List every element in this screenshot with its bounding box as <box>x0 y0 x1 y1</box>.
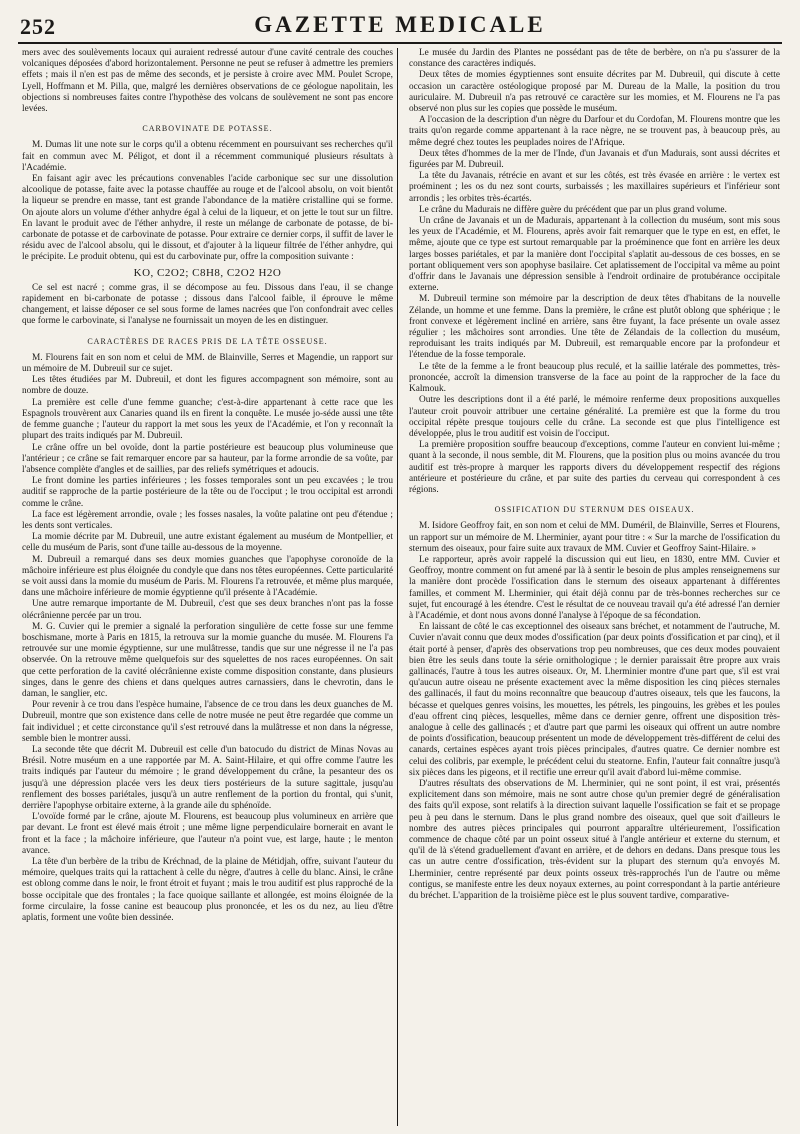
section-heading: OSSIFICATION DU STERNUM DES OISEAUX. <box>494 505 695 515</box>
paragraph: Pour revenir à ce trou dans l'espèce humaine, l'absence de ce trou dans les deux guanches de M. Dubreuil, montre que son existence dans celle de notre musée ne peut être regardée que comme un fait individuel ; et cette circonstance qu'il s'est retrouvé dans la mulâtresse et non dans la négresse, semble bien le montrer aussi. <box>22 700 393 744</box>
journal-title: GAZETTE MEDICALE <box>254 12 546 37</box>
paragraph: A l'occasion de la description d'un nègre du Darfour et du Cordofan, M. Flourens montre que les traits qu'on regarde comme appartenant à la race nègre, ne se trouvent pas, à beaucoup près, au même degré chez toutes les peuplades noires de l'Afrique. <box>409 115 780 148</box>
paragraph: La première proposition souffre beaucoup d'exceptions, comme l'auteur en convient lui-même ; quant à la seconde, il nous semble, dit M. Flourens, que la position plus ou moins avancée du trou auditif est très-propre à marquer les rapports divers du développement respectif des régions antérieure et postérieure du crâne, et par suite des parties du cerveau qui correspondent à ces régions. <box>409 440 780 495</box>
paragraph: Outre les descriptions dont il a été parlé, le mémoire renferme deux propositions auxquelles l'auteur croit pouvoir attribuer une certaine généralité. La première est que la forme du trou occipital répète presque toujours celle du crâne. La seconde est que plus l'intelligence est développée, plus le trou auditif est voisin de l'occiput. <box>409 395 780 439</box>
paragraph: La tête du Javanais, rétrécie en avant et sur les côtés, est très évasée en arrière : le vertex est proéminent ; les os du nez sont courts, surbaissés ; les maxillaires supérieurs et l'inférieur sont arrondis ; les orbites très-écartés. <box>409 171 780 204</box>
paragraph: Le front domine les parties inférieures ; les fosses temporales sont un peu excavées ; le trou auditif se rapproche de la partie postérieure de la tête ou de l'occiput ; le trou occipital est arrondi comme le crâne. <box>22 476 393 509</box>
paragraph: Deux têtes d'hommes de la mer de l'Inde, d'un Javanais et d'un Madurais, sont aussi décrites et figurées par M. Dubreuil. <box>409 148 780 171</box>
paragraph: D'autres résultats des observations de M. Lherminier, qui ne sont point, il est vrai, présentés explicitement dans son mémoire, mais ne sont autre chose qu'un premier degré de généralisation des faits qu'il expose, sont relatifs à la direction suivant laquelle l'ossification se fait et se propage peu à peu dans le sternum. Dans le plus grand nombre des oiseaux, quel que soit d'ailleurs le nombre des autres pièces principales qui pourront apparaître ultérieurement, l'ossification commence de chaque côté par un point osseux situé à l'angle antérieur et externe du sternum, et qu'il de là s'étend graduellement d'avant en arrière, et de dehors en dedans. Dans presque tous les cas un autre centre d'ossification, très-évident sur la plupart des sternum qu'a envoyés M. Lherminier, centre représenté par deux points osseux très-rapprochés l'un de l'autre ou même contigus, se manifeste entre les deux noyaux externes, au point correspondant à la partie antérieure du bréchet. L'apparition de la troisième pièce est le plus souvent tardive, comparative- <box>409 779 780 902</box>
page-header <box>18 12 782 44</box>
paragraph: La seconde tête que décrit M. Dubreuil est celle d'un batocudo du district de Minas Novas au Brésil. Notre muséum en a une rapportée par M. A. Saint-Hilaire, et qui offre comme l'autre les traits indiqués par l'auteur du mémoire ; le grand développement du crâne, la pesanteur des os jusqu'à une dépression placée vers les deux tiers postérieurs de la suture sagittale, jusqu'au renflement des bosses pariétales, jusqu'à un autre renflement de la portion du frontal, qui s'unit, derrière l'apophyse orbitaire externe, à la grande aile du sphénoïde. <box>22 744 393 811</box>
paragraph: Le crâne du Madurais ne diffère guère du précédent que par un plus grand volume. <box>419 204 727 215</box>
paragraph: L'ovoïde formé par le crâne, ajoute M. Flourens, est beaucoup plus volumineux en arrière que par devant. Le front est élevé mais étroit ; une même ligne perpendiculaire bornerait en avant le front et la face ; la mâchoire inférieure, que l'auteur n'a point vue, est large, haute ; le menton avance. <box>22 812 393 856</box>
paragraph: M. Isidore Geoffroy fait, en son nom et celui de MM. Duméril, de Blainville, Serres et Flourens, un rapport sur un mémoire de M. Lherminier, ayant pour titre : « Sur la marche de l'ossification du sternum des oiseaux, pour faire suite aux travaux de MM. Cuvier et Geoffroy Saint-Hilaire. » <box>409 521 780 554</box>
paragraph: La tête d'un berbère de la tribu de Kréchnad, de la plaine de Métidjah, offre, suivant l'auteur du mémoire, quelques traits qui la rattachent à celle du nègre, d'autres à celle du blanc. Ainsi, le crâne est oblong comme dans le noir, le front étroit et fuyant ; mais le trou auditif est plus rapproché de la bosse occipitale que des frontales ; la face quoique saillante et allongée, est moins éloignée de la forme circulaire, la fosse canine est beaucoup plus prononcée, et les os du nez, au lieu d'être aplatis, forment une voûte bien dessinée. <box>22 857 393 924</box>
paragraph: Une autre remarque importante de M. Dubreuil, c'est que ses deux branches n'ont pas la fosse olécrânienne percée par un trou. <box>22 599 393 621</box>
paragraph: En laissant de côté le cas exceptionnel des oiseaux sans bréchet, et notamment de l'autruche, M. Cuvier n'avait connu que deux modes d'ossification (par deux points d'ossification et par cinq), et il était porté à penser, d'après des observations trop peu nombreuses, que ces deux modes pouvaient bien être les seuls dans toute la série ornithologique ; le dernier paraissait être propre aux vrais gallinacés, l'autre à tous les autres oiseaux. Or, M. Lherminier montre d'une part que, s'il est vrai qu'aucun autre oiseau ne présente exactement avec la même disposition les cinq pièces sternales des gallinacés, il faut du moins reconnaître que beaucoup d'autres oiseaux, tels que les faucons, la bécasse et quelques genres voisins, les mouettes, les pétrels, les pingouins, les grèbes et les poules d'eau offrent cinq pièces, lesquelles, même dans ce dernier genre, offrent une disposition très-analogue à celle des gallinacés ; et d'autre part que parmi les oiseaux qui offrent un autre nombre de points d'ossification, beaucoup présentent un mode de développement très-différent de celui des canards, certaines espèces ayant trois pièces principales, d'autres quatre. Ce dernier nombre est celui des colibris, par exemple, le précédent celui du steatorne. Enfin, l'auteur fait connaître jusqu'à six pièces dans les pigeons, et il rectifie une erreur qu'il avait d'abord lui-même commise. <box>409 622 780 778</box>
paragraph: Les têtes étudiées par M. Dubreuil, et dont les figures accompagnent son mémoire, sont au nombre de douze. <box>22 375 393 397</box>
paragraph: Le tête de la femme a le front beaucoup plus reculé, et la saillie latérale des pommettes, très-prononcée, accroît la dimension transverse de la face au point de la rapprocher de la face du Kalmouk. <box>409 361 780 395</box>
paragraph: M. Dubreuil a remarqué dans ses deux momies guanches que l'apophyse coronoïde de la mâchoire inférieure est plus éloignée du condyle que dans nos têtes européennes. Cette particularité se voit aussi dans la momie du muséum de Paris. M. Flourens l'a retrouvée, et même plus marquée, dans une mâchoire inférieure de momie égyptienne qu'il présente à l'Académie. <box>22 554 393 599</box>
section-heading: CARBOVINATE DE POTASSE. <box>142 124 273 134</box>
paragraph: Deux têtes de momies égyptiennes sont ensuite décrites par M. Dubreuil, qui discute à cette occasion un caractère ostéologique proposé par M. Dureau de la Malle, la position du trou auriculaire. M. Dubreuil n'a pas retrouvé ce caractère sur les momies, et M. Flourens ne l'a pas observé non plus sur les copies que possède le muséum. <box>409 70 780 115</box>
chemical-formula: KO, C2O2; C8H8, C2O2 H2O <box>133 266 282 279</box>
paragraph: M. Flourens fait en son nom et celui de MM. de Blainville, Serres et Magendie, un rapport sur un mémoire de M. Dubreuil sur ce sujet. <box>22 352 393 375</box>
paragraph: M. Dubreuil termine son mémoire par la description de deux têtes d'habitans de la nouvelle Zélande, un homme et une femme. Dans la première, le crâne est plutôt oblong que sphérique ; le front convexe et légèrement incliné en arrière, sans être fuyant, la face présente un ovale assez régulier ; les mâchoires sont arrondies. Une tête de Zélandais de la collection du muséum, reproduisant les traits indiqués par M. Dubreuil, est remarquable encore par la profondeur et l'étendue de la fosse temporale. <box>409 294 780 361</box>
paragraph: Le crâne offre un bel ovoïde, dont la partie postérieure est beaucoup plus volumineuse que l'antérieur ; ce crâne se fait remarquer encore par sa hauteur, par la forme arrondie de sa voûte, par l'absence complète d'angles et de saillies, par des reliefs symétriques et adoucis. <box>22 442 393 475</box>
article-columns <box>22 48 780 1128</box>
paragraph: Le rapporteur, après avoir rappelé la discussion qui eut lieu, en 1830, entre MM. Cuvier et Geoffroy, montre comment on fut amené par là à sentir le besoin de plus amples renseignemens sur la manière dont procède l'ossification dans le sternum des oiseaux appartenant à différentes familles, et comment M. Lherminier, qui était déjà connu par de très-bonnes recherches sur ce sujet, fut encouragé à les étendre. C'est le résultat de ce nouveau travail qu'a été adressé l'an dernier à l'Académie, et dont nous avons donné l'analyse à l'époque de sa fécondation. <box>409 554 780 621</box>
paragraph: Le musée du Jardin des Plantes ne possédant pas de tête de berbère, on n'a pu s'assurer de la constance des caractères indiqués. <box>409 48 780 70</box>
paragraph: Ce sel est nacré ; comme gras, il se décompose au feu. Dissous dans l'eau, il se change rapidement en bi-carbonate de potasse ; dissous dans l'alcool faible, il éprouve le même changement, et laisse déposer ce sel sous forme de lames nacrées que l'on confondrait avec celles que forme le carbovinate, si l'analyse ne fournissait un moyen de les en distinguer. <box>22 282 393 327</box>
page-number: 252 <box>20 14 56 39</box>
paragraph: Un crâne de Javanais et un de Madurais, appartenant à la collection du muséum, sont mis sous les yeux de l'Académie, et M. Flourens, après avoir fait remarquer que le type en est, en effet, le même, ajoute que ce type est surtout remarquable par la proéminence que font en arrière les deux larges bosses pariétales, et par la manière dont l'occipital s'aplatit au-dessous de ces bosses, en se portant obliquement vers son apophyse basilaire. Cet aplatissement de l'occipital va même au point d'offrir dans le Javanais une dépression sensible à l'endroit ordinaire de protubérance occipitale externe. <box>409 216 780 294</box>
left-column <box>22 48 393 1128</box>
section-heading: CARACTÈRES DE RACES PRIS DE LA TÊTE OSSEUSE. <box>87 336 328 346</box>
paragraph: La face est légèrement arrondie, ovale ; les fosses nasales, la voûte palatine ont peu d'étendue ; les dents sont verticales. <box>22 509 393 531</box>
paragraph: M. G. Cuvier qui le premier a signalé la perforation singulière de cette fosse sur une femme boschismane, morte à Paris en 1815, la retrouva sur la momie guanche du musée. M. Flourens l'a retrouvée sur une momie égyptienne, sur une mulâtresse, tandis que sur une négresse il ne l'a pas observée. On la retrouve même quelquefois sur des squelettes de nos races européennes. On sait que cette perforation de la cavité olécrânienne existe comme disposition constante, dans plusieurs singes, dans le genre des chiens et dans quelques autres carnassiers, dans le chevrotin, dans le daman, le sanglier, etc. <box>22 621 393 699</box>
paragraph: La première est celle d'une femme guanche; c'est-à-dire appartenant à cette race que les Espagnols trouvèrent aux Canaries quand ils en firent la conquête. Le musée jo-séde aussi une tête de femme guanche ; l'auteur du rapport la met sous les yeux de l'Académie, et l'on y reconnaît la plupart des traits indiqués par M. Dubreuil. <box>22 397 393 442</box>
paragraph: La momie décrite par M. Dubreuil, une autre existant également au muséum de Montpellier, et celle du muséum de Paris, sont d'une taille au-dessous de la moyenne. <box>22 532 393 554</box>
paragraph: mers avec des soulèvements locaux qui auraient redressé autour d'une cavité centrale des couches volcaniques déposées d'abord horizontalement. Personne ne peut se refuser à admettre les premiers effets ; mais il n'en est pas de même des seconds, et je persiste à croire avec MM. Poulet Scrope, Lyell, Hoffmann et M. Pilla, que, malgré les dernières observations de ce géologue napolitain, les objections si nombreuses faites contre l'hypothèse des volcans de soulèvement ne sont pas encore levées. <box>22 48 393 115</box>
right-column <box>409 48 780 1128</box>
paragraph: M. Dumas lit une note sur le corps qu'il a obtenu récemment en poursuivant ses recherches qu'il fait en commun avec M. Péligot, et dont il a récemment communiqué plusieurs résultats à l'Académie. <box>22 140 393 173</box>
paragraph: En faisant agir avec les précautions convenables l'acide carbonique sec sur une dissolution alcoolique de potasse, faite avec la potasse chauffée au rouge et de l'alcool absolu, on voit bientôt la liqueur se prendre en masse, tant est grande l'abondance de la matière cristalline qui se forme. On ajoute alors un volume d'éther anhydre égal à celui de la liqueur, et on jette le tout sur un filtre. En lavant le produit avec de l'éther anhydre, il reste un mélange de carbonate de potasse, de bi-carbonate de potasse et de carbovinate de potasse. Pour extraire ce dernier corps, il suffit de laver le résidu avec de l'alcool absolu, qui le dissout, et d'ajouter à la liqueur filtrée de l'éther anhydre, qui le précipite. Le produit obtenu, qui est du carbovinate pur, offre la composition suivante : <box>22 174 393 263</box>
